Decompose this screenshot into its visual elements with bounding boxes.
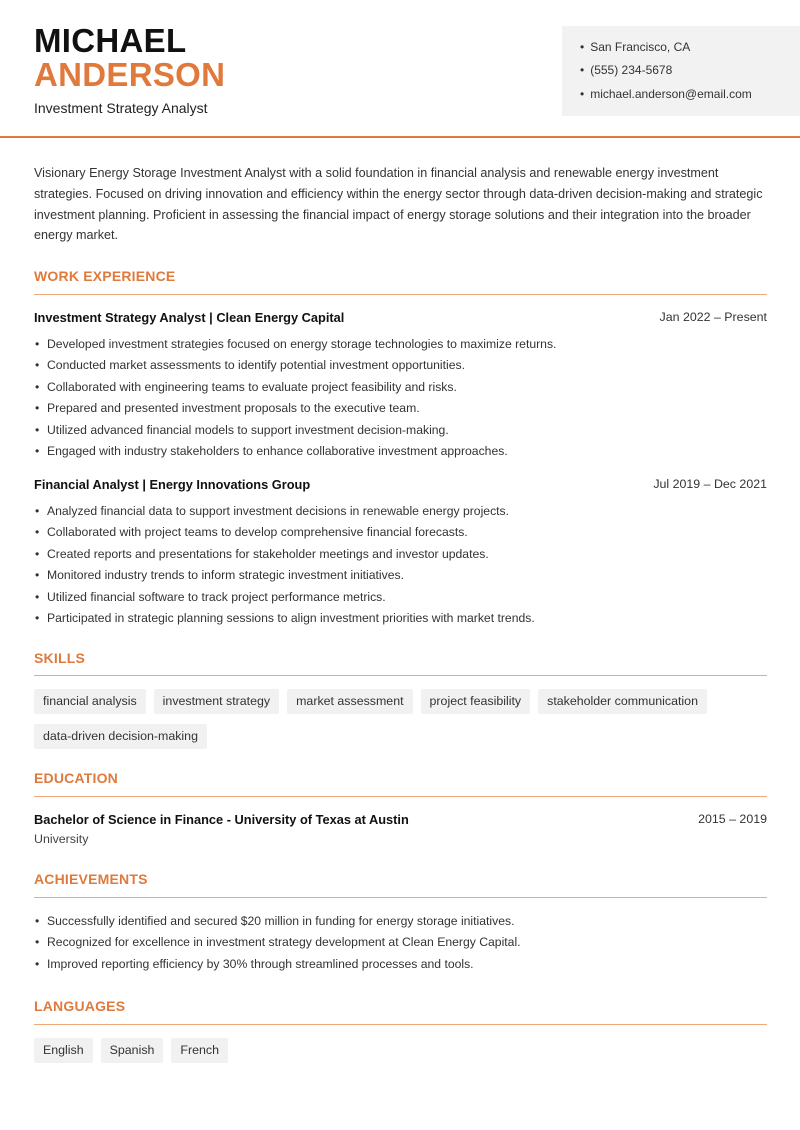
skill-tag: project feasibility	[421, 689, 531, 714]
job-title: Investment Strategy Analyst	[34, 100, 208, 116]
list-item: • Utilized advanced financial models to support investment decision-making.	[34, 421, 769, 442]
list-item: • Collaborated with project teams to develop comprehensive financial forecasts.	[34, 523, 769, 544]
section-title-work: WORK EXPERIENCE	[34, 268, 176, 284]
list-item: • Monitored industry trends to inform strategic investment initiatives.	[34, 566, 769, 587]
first-name: MICHAEL	[34, 22, 187, 59]
achievements-list	[34, 912, 769, 976]
skill-tag: data-driven decision-making	[34, 724, 207, 749]
list-item: • Prepared and presented investment proposals to the executive team.	[34, 399, 769, 420]
list-item: • Analyzed financial data to support investment decisions in renewable energy projects.	[34, 502, 769, 523]
education-date: 2015 – 2019	[698, 812, 767, 826]
education-type: University	[34, 832, 89, 846]
list-item: • Recognized for excellence in investment strategy development at Clean Energy Capital.	[34, 933, 769, 954]
list-item: • Utilized financial software to track project performance metrics.	[34, 588, 769, 609]
skill-tag: market assessment	[287, 689, 412, 714]
section-title-languages: LANGUAGES	[34, 998, 126, 1014]
skill-tag: stakeholder communication	[538, 689, 707, 714]
list-item: • Engaged with industry stakeholders to enhance collaborative investment approaches.	[34, 442, 769, 463]
list-item: • Participated in strategic planning sessions to align investment priorities with market trends.	[34, 609, 769, 630]
skills-tags	[34, 689, 769, 749]
list-item: • Successfully identified and secured $20 million in funding for energy storage initiatives.	[34, 912, 769, 933]
contact-box	[562, 26, 800, 116]
language-tags	[34, 1038, 769, 1063]
section-title-achievements: ACHIEVEMENTS	[34, 871, 148, 887]
list-item: • Conducted market assessments to identify potential investment opportunities.	[34, 356, 769, 377]
list-item: • Improved reporting efficiency by 30% through streamlined processes and tools.	[34, 955, 769, 976]
last-name: ANDERSON	[34, 56, 226, 93]
section-divider	[34, 796, 767, 797]
job-2-bullets	[34, 502, 769, 630]
section-divider	[34, 675, 767, 676]
job-2-title: Financial Analyst | Energy Innovations Group	[34, 477, 311, 492]
job-2-date: Jul 2019 – Dec 2021	[653, 477, 767, 491]
language-tag: French	[171, 1038, 228, 1063]
job-1-title: Investment Strategy Analyst | Clean Energy Capital	[34, 310, 345, 325]
education-degree: Bachelor of Science in Finance - University of Texas at Austin	[34, 812, 409, 827]
contact-location: • San Francisco, CA	[580, 40, 690, 54]
section-title-skills: SKILLS	[34, 650, 85, 666]
contact-phone: • (555) 234-5678	[580, 63, 672, 77]
list-item: • Collaborated with engineering teams to evaluate project feasibility and risks.	[34, 378, 769, 399]
section-divider	[34, 294, 767, 295]
section-divider	[34, 897, 767, 898]
section-title-education: EDUCATION	[34, 770, 118, 786]
skill-tag: investment strategy	[154, 689, 279, 714]
language-tag: Spanish	[101, 1038, 164, 1063]
language-tag: English	[34, 1038, 93, 1063]
skill-tag: financial analysis	[34, 689, 146, 714]
job-1-bullets	[34, 335, 769, 463]
list-item: • Created reports and presentations for stakeholder meetings and investor updates.	[34, 545, 769, 566]
resume-header	[0, 0, 800, 138]
list-item: • Developed investment strategies focused on energy storage technologies to maximize returns.	[34, 335, 769, 356]
contact-email: • michael.anderson@email.com	[580, 87, 752, 101]
summary: Visionary Energy Storage Investment Analyst with a solid foundation in financial analysis and renewable energy investment strategies. Focused on driving innovation and efficiency within the energy sector through data-driven decision-making and strategic investment planning. Proficient in assessing the financial impact of energy storage solutions and their integration into the broader energy market.	[34, 166, 763, 243]
job-1-date: Jan 2022 – Present	[659, 310, 767, 324]
section-divider	[34, 1024, 767, 1025]
